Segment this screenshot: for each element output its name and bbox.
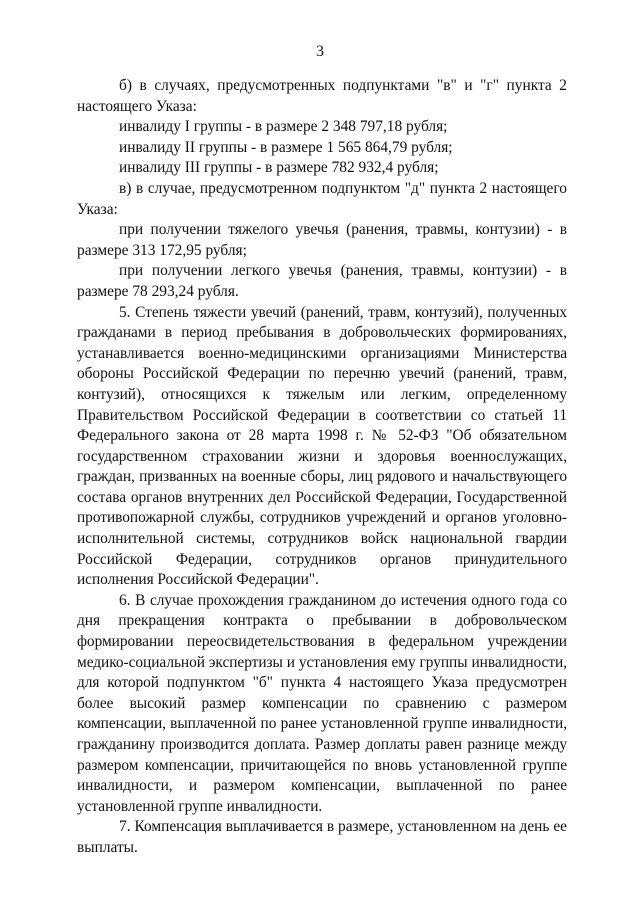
paragraph-6-additional-payment: 6. В случае прохождения гражданином до истечения одного года со дня прекращения контракта о пребывании в добровольческом формировании переосвидетельствования в федеральном учреждении медико-социальной экспертизы и установления ему группы инвалидности, для которой подпунктом "б" пункта 4 настоящего Указа предусмотрен более высокий размер компенсации по сравнению с размером компенсации, выплаченной по ранее установленной группе инвалидности, гражданину производится доплата. Размер доплаты равен разнице между размером компенсации, причитающейся по вновь установленной группе инвалидности, и размером компенсации, выплаченной по ранее установленной группе инвалидности.	[77, 591, 567, 815]
document-body	[77, 76, 567, 859]
paragraph-7-compensation-payment: 7. Компенсация выплачивается в размере, установленном на день ее выплаты.	[77, 818, 567, 856]
paragraph-b-cases: б) в случаях, предусмотренных подпунктами "в" и "г" пункта 2 настоящего Указа:	[77, 77, 567, 115]
paragraph-v-case: в) в случае, предусмотренном подпунктом "д" пункта 2 настоящего Указа:	[77, 179, 567, 218]
paragraph-severe-injury: при получении тяжелого увечья (ранения, травмы, контузии) - в размере 313 172,95 рубля;	[77, 221, 567, 259]
page-number: 3	[316, 43, 324, 60]
paragraph-disability-group-2: инвалиду II группы - в размере 1 565 864,79 рубля;	[119, 138, 453, 156]
paragraph-disability-group-3: инвалиду III группы - в размере 782 932,4 рубля;	[119, 159, 439, 177]
paragraph-light-injury: при получении легкого увечья (ранения, травмы, контузии) - в размере 78 293,24 рубля.	[77, 262, 567, 300]
paragraph-5-injury-severity: 5. Степень тяжести увечий (ранений, травм, контузий), полученных гражданами в период пребывания в добровольческих формированиях, устанавливается военно-медицинскими организациями Министерства обороны Российской Федерации по перечню увечий (ранений, травм, контузий), относящихся к тяжелым или легким, определенному Правительством Российской Федерации в соответствии со статьей 11 Федерального закона от 28 марта 1998 г. № 52-ФЗ "Об обязательном государственном страховании жизни и здоровья военнослужащих, граждан, призванных на военные сборы, лиц рядового и начальствующего состава органов внутренних дел Российской Федерации, Государственной противопожарной службы, сотрудников учреждений и органов уголовно-исполнительной системы, сотрудников войск национальной гвардии Российской Федерации, сотрудников органов принудительного исполнения Российской Федерации".	[77, 303, 567, 589]
paragraph-disability-group-1: инвалиду I группы - в размере 2 348 797,18 рубля;	[119, 118, 448, 136]
